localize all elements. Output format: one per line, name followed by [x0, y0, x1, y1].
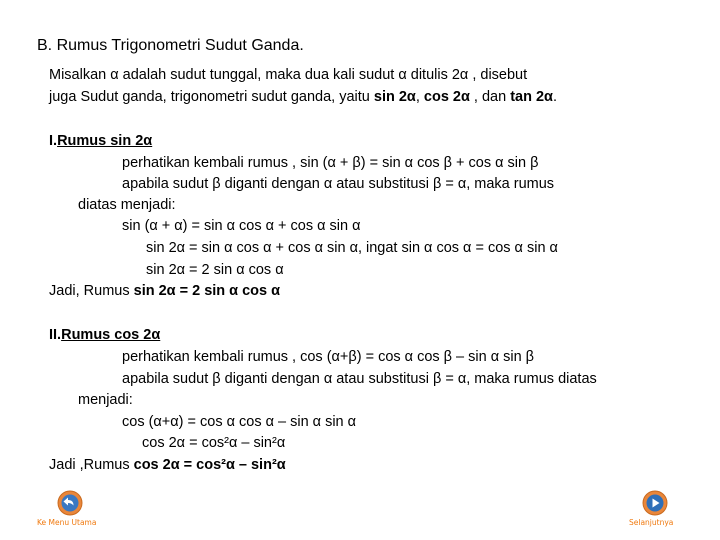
term-cos2a: cos 2α [423, 89, 470, 105]
section-1-heading [49, 134, 152, 149]
section-2-numeral: II. [49, 327, 62, 343]
term-sin2a: sin 2α [373, 89, 416, 105]
back-arrow-icon [57, 490, 83, 516]
section-2-heading [49, 328, 160, 343]
section-2-line-1: perhatikan kembali rumus , cos (α+β) = cos α cos β – sin α sin β [122, 349, 535, 365]
section-1-line-2: apabila sudut β diganti dengan α atau substitusi β = α, maka rumus [122, 176, 555, 192]
next-label[interactable]: Selanjutnya [629, 518, 674, 527]
section-1-line-3: diatas menjadi: [78, 197, 176, 213]
section-2-title: Rumus cos 2α [61, 327, 161, 343]
section-1-numeral: I. [49, 133, 58, 149]
section-1-line-4: sin (α + α) = sin α cos α + cos α sin α [122, 218, 361, 234]
page-title: B. Rumus Trigonometri Sudut Ganda. [37, 37, 304, 54]
section-1-line-5: sin 2α = sin α cos α + cos α sin α, ingat sin α cos α = cos α sin α [146, 240, 558, 256]
sep-2: , dan [469, 89, 511, 105]
sep-end: . [552, 89, 558, 105]
section-1-line-1: perhatikan kembali rumus , sin (α + β) = sin α cos β + cos α sin β [122, 155, 539, 171]
intro-line-2-text: juga Sudut ganda, trigonometri sudut ganda, yaitu [49, 89, 374, 105]
term-tan2a: tan 2α [510, 89, 553, 105]
section-2-line-2: apabila sudut β diganti dengan α atau substitusi β = α, maka rumus diatas [122, 371, 597, 387]
section-1-line-6: sin 2α = 2 sin α cos α [146, 262, 284, 278]
section-2-line-3: menjadi: [78, 392, 133, 408]
section-1-formula: sin 2α = 2 sin α cos α [133, 283, 281, 299]
main-menu-label[interactable]: Ke Menu Utama [37, 518, 97, 527]
section-1-conclusion [49, 284, 280, 299]
intro-line-1: Misalkan α adalah sudut tunggal, maka dua kali sudut α ditulis 2α , disebut [49, 67, 528, 83]
intro-line-2 [49, 90, 557, 105]
section-2-line-4: cos (α+α) = cos α cos α – sin α sin α [122, 414, 357, 430]
play-arrow-icon [642, 490, 668, 516]
section-2-conclusion-label: Jadi ,Rumus [49, 457, 134, 473]
section-2-formula: cos 2α = cos²α – sin²α [133, 457, 286, 473]
next-button[interactable] [642, 490, 668, 516]
section-2-line-5: cos 2α = cos²α – sin²α [142, 435, 286, 451]
section-1-conclusion-label: Jadi, Rumus [49, 283, 134, 299]
section-2-conclusion [49, 458, 286, 473]
section-1-title: Rumus sin 2α [57, 133, 153, 149]
sep-1: , [415, 89, 424, 105]
main-menu-button[interactable] [57, 490, 83, 516]
